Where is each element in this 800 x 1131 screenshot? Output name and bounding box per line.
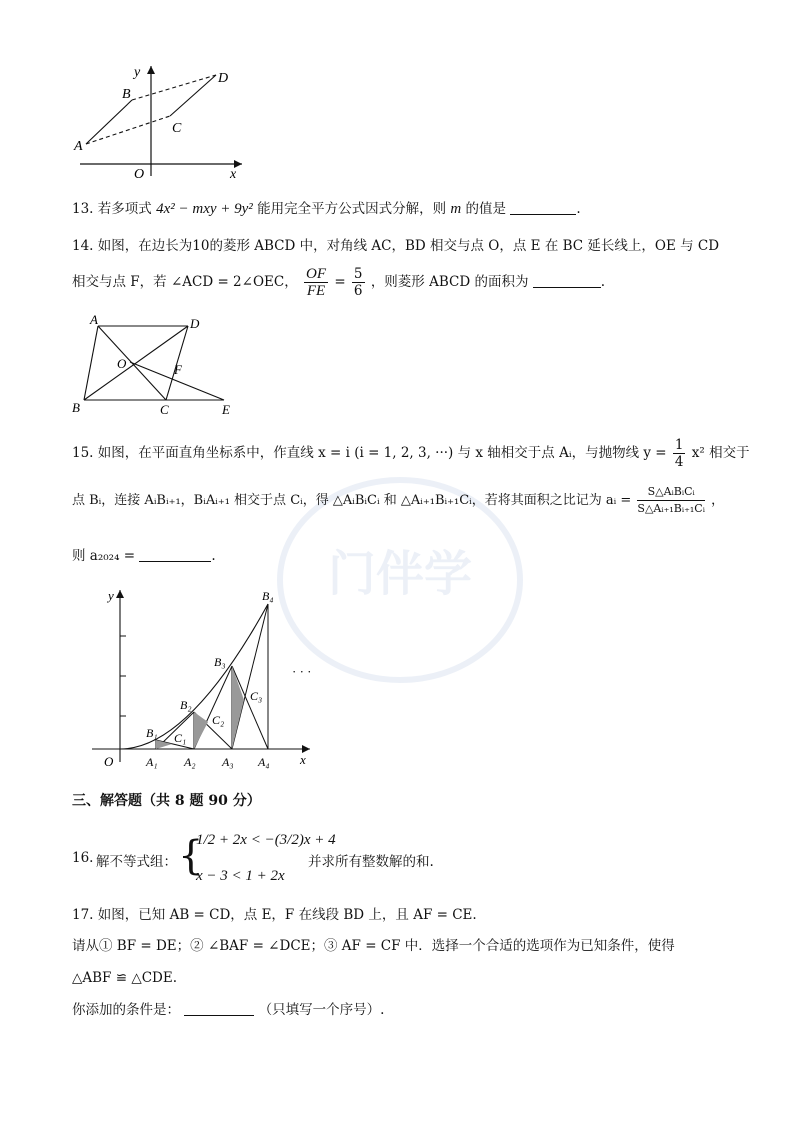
q15-number: 15.	[72, 445, 94, 461]
q14-frac2-num: 5	[353, 266, 363, 282]
label-B3: B₃	[214, 655, 226, 669]
q15-answer-blank[interactable]	[139, 547, 211, 562]
label-C: C	[172, 121, 182, 136]
q17-line4	[72, 1000, 384, 1020]
q13-mid: 能用完全平方公式因式分解，则	[257, 201, 447, 217]
label-x: x	[300, 752, 306, 767]
q14-text1: 如图，在边长为10的菱形 ABCD 中，对角线 AC，BD 相交与点 O，点 E 在 BC 延长线上，OE 与 CD	[97, 238, 720, 254]
q17-answer-blank[interactable]	[184, 1001, 254, 1016]
q14-line2	[72, 263, 605, 301]
q16-ineq1: 1/2 + 2x < −(3/2)x + 4	[196, 832, 336, 848]
label-x: x	[230, 167, 237, 180]
q17-text4b: （只填写一个序号）.	[258, 1002, 385, 1018]
q13-pre: 若多项式	[97, 201, 152, 217]
label-B1: B₁	[146, 726, 158, 740]
question-16	[72, 828, 632, 890]
label-E: E	[222, 402, 230, 417]
label-y: y	[108, 588, 114, 603]
q14-number: 14.	[72, 238, 94, 254]
q17-number: 17.	[72, 907, 94, 923]
q15-ratio-num: S△AᵢBᵢCᵢ	[637, 484, 705, 501]
label-A2: A₂	[184, 755, 196, 769]
q15-text3: 则 a₂₀₂₄ =	[72, 548, 136, 564]
q15-frac-num: 1	[674, 437, 684, 453]
label-C2: C₂	[212, 713, 225, 727]
label-B4: B₄	[262, 589, 274, 603]
label-F: F	[174, 362, 182, 377]
q15-line3	[72, 546, 216, 566]
q13-expr: 4x² − mxy + 9y²	[156, 201, 253, 217]
label-C: C	[160, 402, 169, 417]
q15-ratio-den: S△Aᵢ₊₁Bᵢ₊₁Cᵢ	[637, 502, 705, 515]
label-C1: C₁	[174, 731, 187, 745]
q17-text1: 如图，已知 AB = CD，点 E，F 在线段 BD 上，且 AF = CE.	[97, 907, 477, 923]
q15-line1	[72, 434, 750, 472]
q17-line3: △ABF ≌ △CDE.	[72, 970, 177, 986]
q17-line1	[72, 905, 477, 925]
q16-ineq2: x − 3 < 1 + 2x	[196, 868, 285, 884]
q15-text1b: x² 相交于	[691, 445, 750, 461]
q15-line2	[72, 482, 724, 520]
q17-text4a: 你添加的条件是：	[72, 1002, 180, 1018]
q14-text2b: ，则菱形 ABCD 的面积为	[370, 274, 529, 290]
q15-end: .	[211, 548, 216, 564]
q15-text2b: ，	[711, 493, 725, 508]
q14-answer-blank[interactable]	[533, 273, 601, 288]
q13-var: m	[450, 201, 462, 217]
q13-answer-blank[interactable]	[510, 200, 576, 215]
q17-line2: 请从① BF = DE；② ∠BAF = ∠DCE；③ AF = CF 中．选择一个合适的选项作为已知条件，使得	[72, 938, 675, 954]
label-A: A	[90, 312, 98, 327]
question-13	[72, 199, 581, 219]
section-3-title: 三、解答题（共 8 题 90 分）	[72, 793, 261, 809]
q13-end: .	[576, 201, 581, 217]
q13-number: 13.	[72, 201, 94, 217]
label-A3: A₃	[222, 755, 234, 769]
q14-frac-den: FE	[306, 283, 326, 299]
q14-frac-num: OF	[306, 266, 327, 282]
label-D: D	[218, 71, 229, 86]
label-O: O	[104, 754, 114, 769]
label-D: D	[190, 316, 200, 331]
q15-frac-den: 4	[674, 454, 684, 470]
q13-post: 的值是	[465, 201, 507, 217]
q16-pre: 解不等式组：	[96, 854, 177, 870]
q16-brace: {	[178, 833, 204, 879]
ellipsis: · · ·	[292, 664, 312, 679]
label-B2: B₂	[180, 698, 192, 712]
q14-end: .	[600, 274, 606, 290]
q14-frac2-den: 6	[353, 283, 363, 299]
q16-post: 并求所有整数解的和.	[308, 854, 434, 870]
q15-text1a: 如图，在平面直角坐标系中，作直线 x = i (i = 1, 2, 3, ···) 与 x 轴相交于点 Aᵢ，与抛物线 y =	[97, 445, 667, 461]
label-O: O	[134, 167, 145, 180]
q14-line1	[72, 236, 719, 256]
label-B: B	[122, 87, 131, 102]
label-A4: A₄	[258, 755, 270, 769]
label-y: y	[134, 65, 141, 80]
figure-rhombus	[70, 312, 240, 417]
watermark-text: 门伴学	[327, 548, 473, 601]
figure-parallelogram	[70, 60, 250, 180]
q14-eq: =	[334, 274, 346, 290]
label-C3: C₃	[250, 689, 263, 703]
label-A: A	[74, 139, 83, 154]
q16-number: 16.	[72, 850, 94, 866]
q15-text2a: 点 Bᵢ，连接 AᵢBᵢ₊₁，BᵢAᵢ₊₁ 相交于点 Cᵢ，得 △AᵢBᵢCᵢ 和 △Aᵢ₊₁Bᵢ₊₁Cᵢ，若将其面积之比记为 aᵢ =	[72, 493, 632, 508]
figure-parabola	[88, 582, 328, 772]
q14-text2a: 相交与点 F，若 ∠ACD = 2∠OEC，	[72, 274, 298, 290]
label-B: B	[72, 400, 80, 415]
label-O: O	[117, 356, 127, 371]
label-A1: A₁	[146, 755, 158, 769]
